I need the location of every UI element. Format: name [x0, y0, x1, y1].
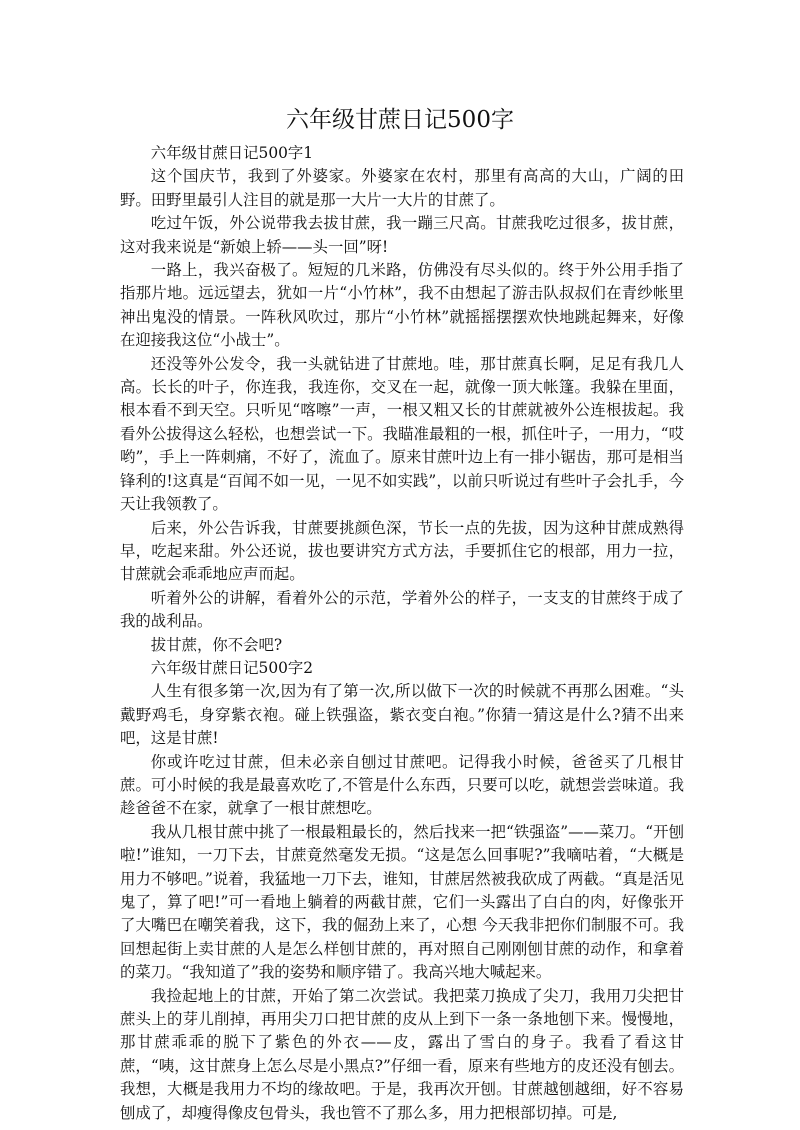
paragraph-10: 人生有很多第一次,因为有了第一次,所以做下一次的时候就不再那么困难。“头戴野鸡毛，身穿紫衣袍。碰上铁强盗，紫衣变白袍。”你猜一猜这是什么?猜不出来吧，这是甘蔗! [120, 682, 684, 748]
paragraph-13: 我捡起地上的甘蔗，开始了第二次尝试。我把菜刀换成了尖刀，我用刀尖把甘蔗头上的芽儿削掉，再用尖刀口把甘蔗的皮从上到下一条一条地刨下来。慢慢地，那甘蔗乖乖的脱下了紫色的外衣——皮，露出了雪白的身子。我看了看这甘蔗，“咦，这甘蔗身上怎么尽是小黑点?”仔细一看，原来有些地方的皮还没有刨去。我想，大概是我用力不均的缘故吧。于是，我再次开刨。甘蔗越刨越细，好不容易刨成了，却瘦得像皮包骨头，我也管不了那么多，用力把根部切掉。可是, [120, 986, 684, 1122]
paragraph-11: 你或许吃过甘蔗，但未必亲自刨过甘蔗吧。记得我小时候，爸爸买了几根甘蔗。可小时候的我是最喜欢吃了,不管是什么东西，只要可以吃，就想尝尝味道。我趁爸爸不在家，就拿了一根甘蔗想吃。 [120, 752, 684, 818]
paragraph-1: 六年级甘蔗日记500字1 [150, 144, 314, 162]
paragraph-6: 后来，外公告诉我，甘蔗要挑颜色深，节长一点的先拔，因为这种甘蔗成熟得早，吃起来甜。外公还说，拔也要讲究方式方法，手要抓住它的根部，用力一拉，甘蔗就会乖乖地应声而起。 [120, 518, 684, 584]
document-body [120, 142, 684, 1125]
paragraph-3: 吃过午饭，外公说带我去拔甘蔗，我一蹦三尺高。甘蔗我吃过很多，拔甘蔗，这对我来说是“新娘上轿——头一回”呀! [120, 214, 684, 256]
paragraph-9: 六年级甘蔗日记500字2 [150, 658, 314, 677]
document-title: 六年级甘蔗日记500字 [286, 107, 514, 133]
paragraph-12: 我从几根甘蔗中挑了一根最粗最长的，然后找来一把“铁强盗”——菜刀。“开刨啦!”谁知，一刀下去，甘蔗竟然毫发无损。“这是怎么回事呢?”我嘀咕着，“大概是用力不够吧。”说着，我猛地一刀下去，谁知，甘蔗居然被我砍成了两截。“真是活见鬼了，算了吧!”可一看地上躺着的两截甘蔗，它们一头露出了白白的肉，好像张开了大嘴巴在嘲笑着我，这下，我的倔劲上来了，心想 今天我非把你们制服不可。我回想起街上卖甘蔗的人是怎么样刨甘蔗的，再对照自己刚刚刨甘蔗的动作，和拿着的菜刀。“我知道了”我的姿势和顺序错了。我高兴地大喊起来。 [120, 822, 684, 982]
paragraph-5: 还没等外公发令，我一头就钻进了甘蔗地。哇，那甘蔗真长啊，足足有我几人高。长长的叶子，你连我，我连你，交叉在一起，就像一顶大帐篷。我躲在里面，根本看不到天空。只听见“喀嚓”一声，一根又粗又长的甘蔗就被外公连根拔起。我看外公拔得这么轻松，也想尝试一下。我瞄准最粗的一根，抓住叶子，一用力，“哎哟”，手上一阵刺痛，不好了，流血了。原来甘蔗叶边上有一排小锯齿，那可是相当锋利的!这真是“百闻不如一见，一见不如实践”，以前只听说过有些叶子会扎手，今天让我领教了。 [120, 354, 684, 514]
paragraph-2: 这个国庆节，我到了外婆家。外婆家在农村，那里有高高的大山，广阔的田野。田野里最引人注目的就是那一大片一大片的甘蔗了。 [120, 167, 684, 209]
paragraph-4: 一路上，我兴奋极了。短短的几米路，仿佛没有尽头似的。终于外公用手指了指那片地。远远望去，犹如一片“小竹林”，我不由想起了游击队叔叔们在青纱帐里神出鬼没的情景。一阵秋风吹过，那片“小竹林”就摇摇摆摆欢快地跳起舞来，好像在迎接我这位“小战士”。 [120, 261, 684, 350]
paragraph-7: 听着外公的讲解，看着外公的示范，学着外公的样子，一支支的甘蔗终于成了我的战利品。 [120, 588, 684, 631]
paragraph-8: 拔甘蔗，你不会吧? [150, 635, 283, 654]
